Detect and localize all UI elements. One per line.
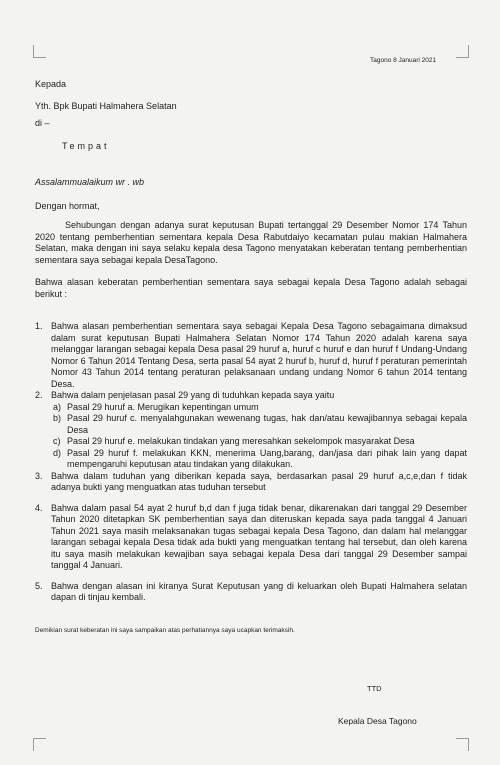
list-item-text: Bahwa dalam pasal 54 ayat 2 huruf b,d dan f juga tidak benar, dikarenakan dari tanggal 29 Desember Tahun 2020 ditetapkan SK pemberhentian saya dan diteruskan kepada saya pada tanggal 4 Januari Tahun 2021 saya masih melaksanakan tugas sebagai kepala Desa Tagono, dan dalam hal melanggar larangan sebagai kepala Desa tidak ada bukti yang menguatkan tentang hal tersebut, dan oleh karena itu saya masih melakukan kewajiban saya sebagai kepala Desa dari tanggal 29 Desember sampai tanggal 4 Januari. (51, 502, 467, 570)
sub-list-item (51, 448, 467, 471)
salutation: Dengan hormat, (35, 201, 100, 211)
list-item (35, 471, 467, 494)
sub-item-text: Pasal 29 huruf c. menyalahgunakan wewenang tugas, hak dan/atau kewajibannya sebagai kepala Desa (67, 413, 467, 435)
recipient-to: Kepada (35, 79, 67, 89)
greeting: Assalammualaikum wr . wb (35, 177, 145, 187)
crop-mark-top-right (456, 45, 469, 58)
recipient-name: Yth. Bpk Bupati Halmahera Selatan (35, 101, 177, 111)
list-number: 4. (35, 502, 43, 513)
list-item (35, 503, 467, 572)
sub-letter: c) (53, 436, 61, 446)
crop-mark-top-left (33, 45, 46, 58)
closing-statement: Demikian surat keberatan ini saya sampaikan atas perhatiannya saya ucapkan terimaksih. (35, 627, 295, 634)
list-item (35, 321, 467, 390)
sub-item-text: Pasal 29 huruf e. melakukan tindakan yang meresahkan sekelompok masyarakat Desa (67, 436, 415, 446)
sub-list-item (51, 436, 467, 448)
signature-ttd: TTD (367, 684, 382, 693)
list-number: 3. (35, 470, 43, 481)
recipient-at: di – (35, 118, 50, 128)
list-number: 5. (35, 580, 43, 591)
crop-mark-bottom-right (456, 738, 469, 751)
list-item-text: Bahwa dengan alasan ini kiranya Surat Keputusan yang di keluarkan oleh Bupati Halmahera selatan dapan di tinjau kembali. (51, 580, 467, 602)
list-item-text: Bahwa dalam penjelasan pasal 29 yang di tuduhkan kepada saya yaitu (51, 390, 335, 400)
sub-list-item (51, 413, 467, 436)
sub-letter: a) (53, 401, 62, 412)
crop-mark-bottom-left (33, 738, 46, 751)
signatory-title: Kepala Desa Tagono (338, 716, 417, 726)
list-item-text: Bahwa alasan pemberhentian sementara saya sebagai Kepala Desa Tagono sebagaimana dimaksud dalam surat keputusan Bupati Halmahera Selatan Nomor 174 Tahun 2020 adalah karena saya melanggar larangan sebagai kepala Desa pasal 29 huruf a, huruf c huruf e dan huruf f Undang-Undang Nomor 6 Tahun 2014 Tentang Desa, serta pasal 54 ayat 2 huruf b, huruf d, huruf f peraturan pemerintah Nomor 43 Tahun 2014 tentang peraturan pelaksanaan undang undang Nomor 6 tahun 2014 tentang Desa. (51, 321, 467, 389)
recipient-place: Tempat (62, 141, 110, 151)
letter-date: Tagono 8 Januari 2021 (370, 57, 437, 64)
paragraph-reasons: Bahwa alasan keberatan pemberhentian sementara saya sebagai kepala Desa Tagono adalah sebagai berikut : (35, 277, 467, 299)
sub-list-item (51, 402, 467, 414)
sub-letter: d) (53, 447, 62, 458)
list-item (35, 581, 467, 604)
list-number: 1. (35, 321, 43, 331)
sub-letter: b) (53, 413, 62, 423)
reasons-list (35, 321, 467, 604)
sub-item-text: Pasal 29 huruf a. Merugikan kepentingan umum (67, 401, 259, 412)
list-item (35, 390, 467, 471)
list-item-text: Bahwa dalam tuduhan yang diberikan kepada saya, berdasarkan pasal 29 huruf a,c,e,dan f tidak adanya bukti yang menguatkan atas tuduhan tersebut (51, 470, 467, 492)
sub-item-text: Pasal 29 huruf f. melakukan KKN, menerima Uang,barang, dan/jasa dari pihak lain yang dapat mempengaruhi keputusan atau tindakan yang dilakukan. (67, 447, 467, 469)
sub-list (51, 402, 467, 471)
list-number: 2. (35, 390, 43, 400)
paragraph-intro: Sehubungan dengan adanya surat keputusan Bupati tertanggal 29 Desember Nomor 174 Tahun 2020 tentang pemberhentian sementara kepala Desa Rabutdaiyo kecamatan pulau makian Halmahera Selatan, maka dengan ini saya selaku kepala desa Tagono menyatakan keberatan tentang pemberhentian sementara saya sebagai kepala DesaTagono. (35, 220, 467, 265)
